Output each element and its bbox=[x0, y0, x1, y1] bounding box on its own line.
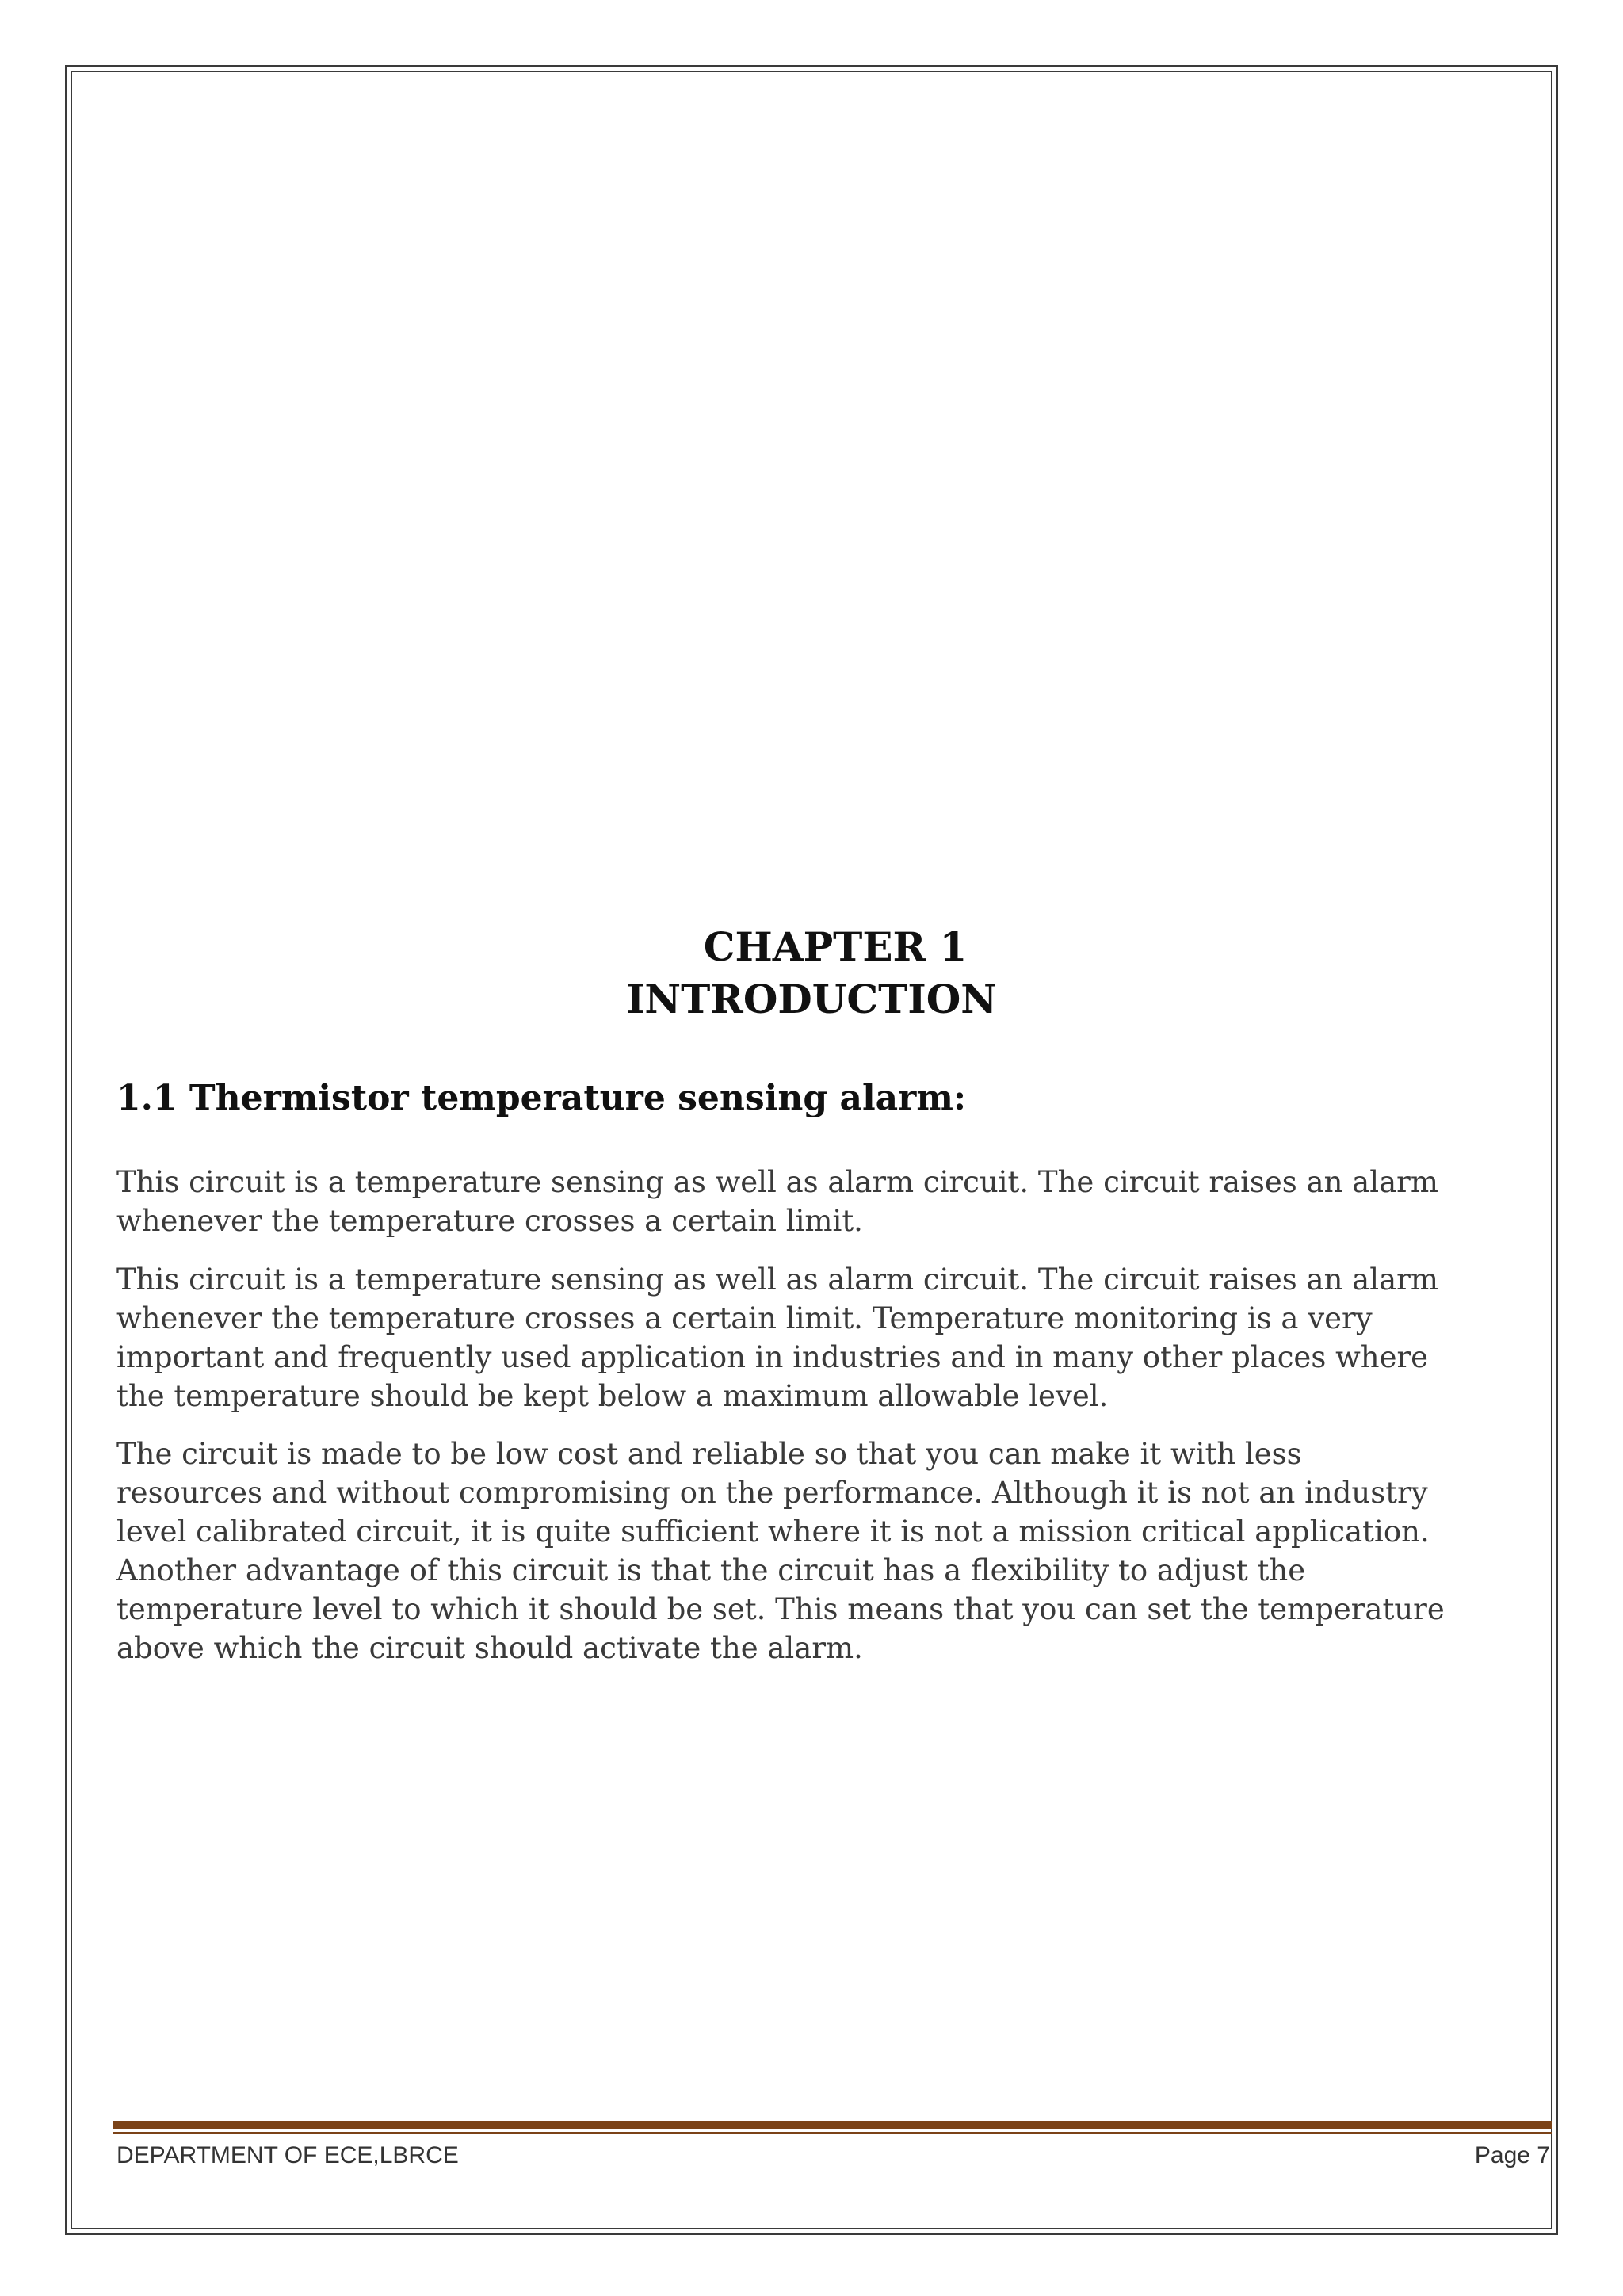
footer-department: DEPARTMENT OF ECE,LBRCE bbox=[116, 2142, 459, 2168]
chapter-number: CHAPTER 1 bbox=[703, 923, 968, 970]
chapter-title: INTRODUCTION bbox=[625, 976, 998, 1022]
page-border-inner bbox=[71, 71, 1552, 2229]
footer-page-number: Page 7 bbox=[1474, 2142, 1550, 2168]
paragraph-1: This circuit is a temperature sensing as well as alarm circuit. The circuit raises an alarm whenever the temperature crosses a certain limit. bbox=[116, 1165, 1438, 1238]
paragraph-2: This circuit is a temperature sensing as well as alarm circuit. The circuit raises an alarm whenever the temperature crosses a certain limit. Temperature monitoring is a very important and frequently used application in industries and in many other places where the temperature should be kept below a maximum allowable level. bbox=[116, 1263, 1438, 1413]
footer-rule-thick bbox=[113, 2121, 1552, 2129]
section-heading: 1.1 Thermistor temperature sensing alarm: bbox=[116, 1078, 967, 1118]
paragraph-3: The circuit is made to be low cost and reliable so that you can make it with less resources and without compromising on the performance. Although it is not an industry level calibrated circuit, it is quite sufficient where it is not a mission critical application. Another advantage of this circuit is that the circuit has a flexibility to adjust the temperature level to which it should be set. This means that you can set the temperature above which the circuit should activate the alarm. bbox=[116, 1437, 1445, 1665]
footer-rule-thin bbox=[113, 2132, 1552, 2134]
